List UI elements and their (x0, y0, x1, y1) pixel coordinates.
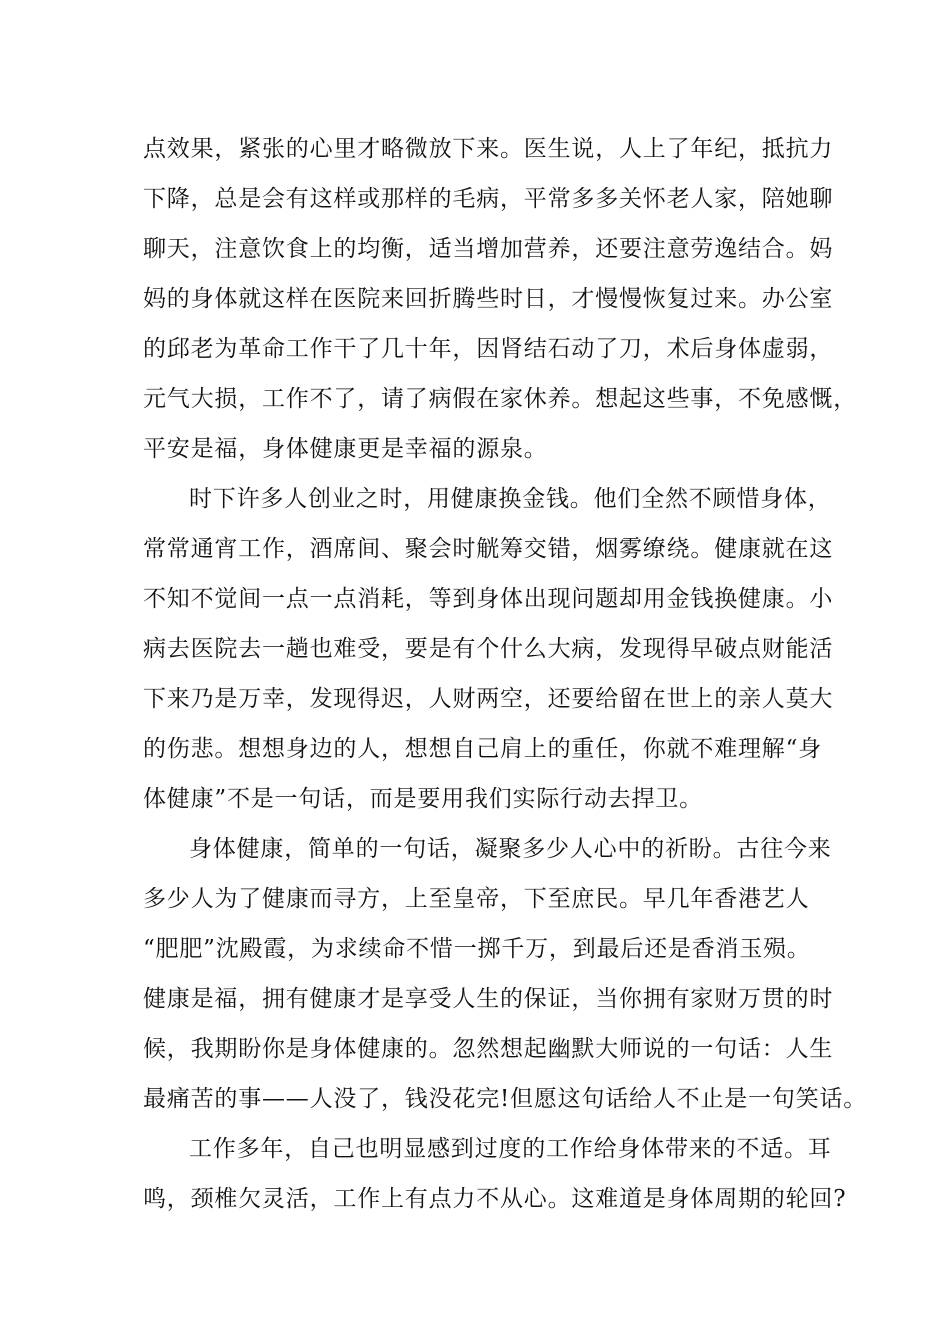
text-line: 的伤悲。想想身边的人，想想自己肩上的重任，你就不难理解“身 (143, 736, 822, 762)
text-line: 时下许多人创业之时，用健康换金钱。他们全然不顾惜身体， (189, 486, 832, 512)
text-line: 工作多年，自己也明显感到过度的工作给身体带来的不适。耳 (189, 1136, 832, 1162)
text-line: “肥肥”沈殿霞，为求续命不惜一掷千万，到最后还是香消玉殒。 (143, 936, 811, 962)
text-line: 不知不觉间一点一点消耗，等到身体出现问题却用金钱换健康。小 (143, 586, 834, 612)
text-line: 体健康”不是一句话，而是要用我们实际行动去捍卫。 (143, 786, 703, 812)
text-line: 多少人为了健康而寻方，上至皇帝，下至庶民。早几年香港艺人 (143, 886, 810, 912)
paragraph-4 (143, 1124, 847, 1224)
text-line: 元气大损，工作不了，请了病假在家休养。想起这些事，不免感慨， (143, 386, 857, 412)
paragraph-2 (143, 474, 843, 824)
text-line: 下来乃是万幸，发现得迟，人财两空，还要给留在世上的亲人莫大 (143, 686, 834, 712)
text-line: 健康是福，拥有健康才是享受人生的保证，当你拥有家财万贯的时 (143, 986, 834, 1012)
text-line: 妈的身体就这样在医院来回折腾些时日，才慢慢恢复过来。办公室 (143, 286, 834, 312)
text-line: 平安是福，身体健康更是幸福的源泉。 (143, 436, 548, 462)
text-line: 候，我期盼你是身体健康的。忽然想起幽默大师说的一句话：人生 (143, 1036, 834, 1062)
text-line: 点效果，紧张的心里才略微放下来。医生说，人上了年纪，抵抗力 (143, 136, 834, 162)
text-line: 常常通宵工作，酒席间、聚会时觥筹交错，烟雾缭绕。健康就在这 (143, 536, 834, 562)
text-line: 下降，总是会有这样或那样的毛病，平常多多关怀老人家，陪她聊 (143, 186, 834, 212)
paragraph-3 (143, 824, 868, 1124)
paragraph-1 (143, 124, 857, 474)
text-line: 身体健康，简单的一句话，凝聚多少人心中的祈盼。古往今来 (189, 836, 832, 862)
text-line: 的邱老为革命工作干了几十年，因肾结石动了刀，术后身体虚弱， (143, 336, 834, 362)
text-line: 最痛苦的事——人没了，钱没花完!但愿这句话给人不止是一句笑话。 (143, 1086, 868, 1112)
text-line: 聊天，注意饮食上的均衡，适当增加营养，还要注意劳逸结合。妈 (143, 236, 834, 262)
text-line: 鸣，颈椎欠灵活，工作上有点力不从心。这难道是身体周期的轮回? (143, 1186, 847, 1212)
text-line: 病去医院去一趟也难受，要是有个什么大病，发现得早破点财能活 (143, 636, 834, 662)
body-text (143, 124, 868, 1224)
